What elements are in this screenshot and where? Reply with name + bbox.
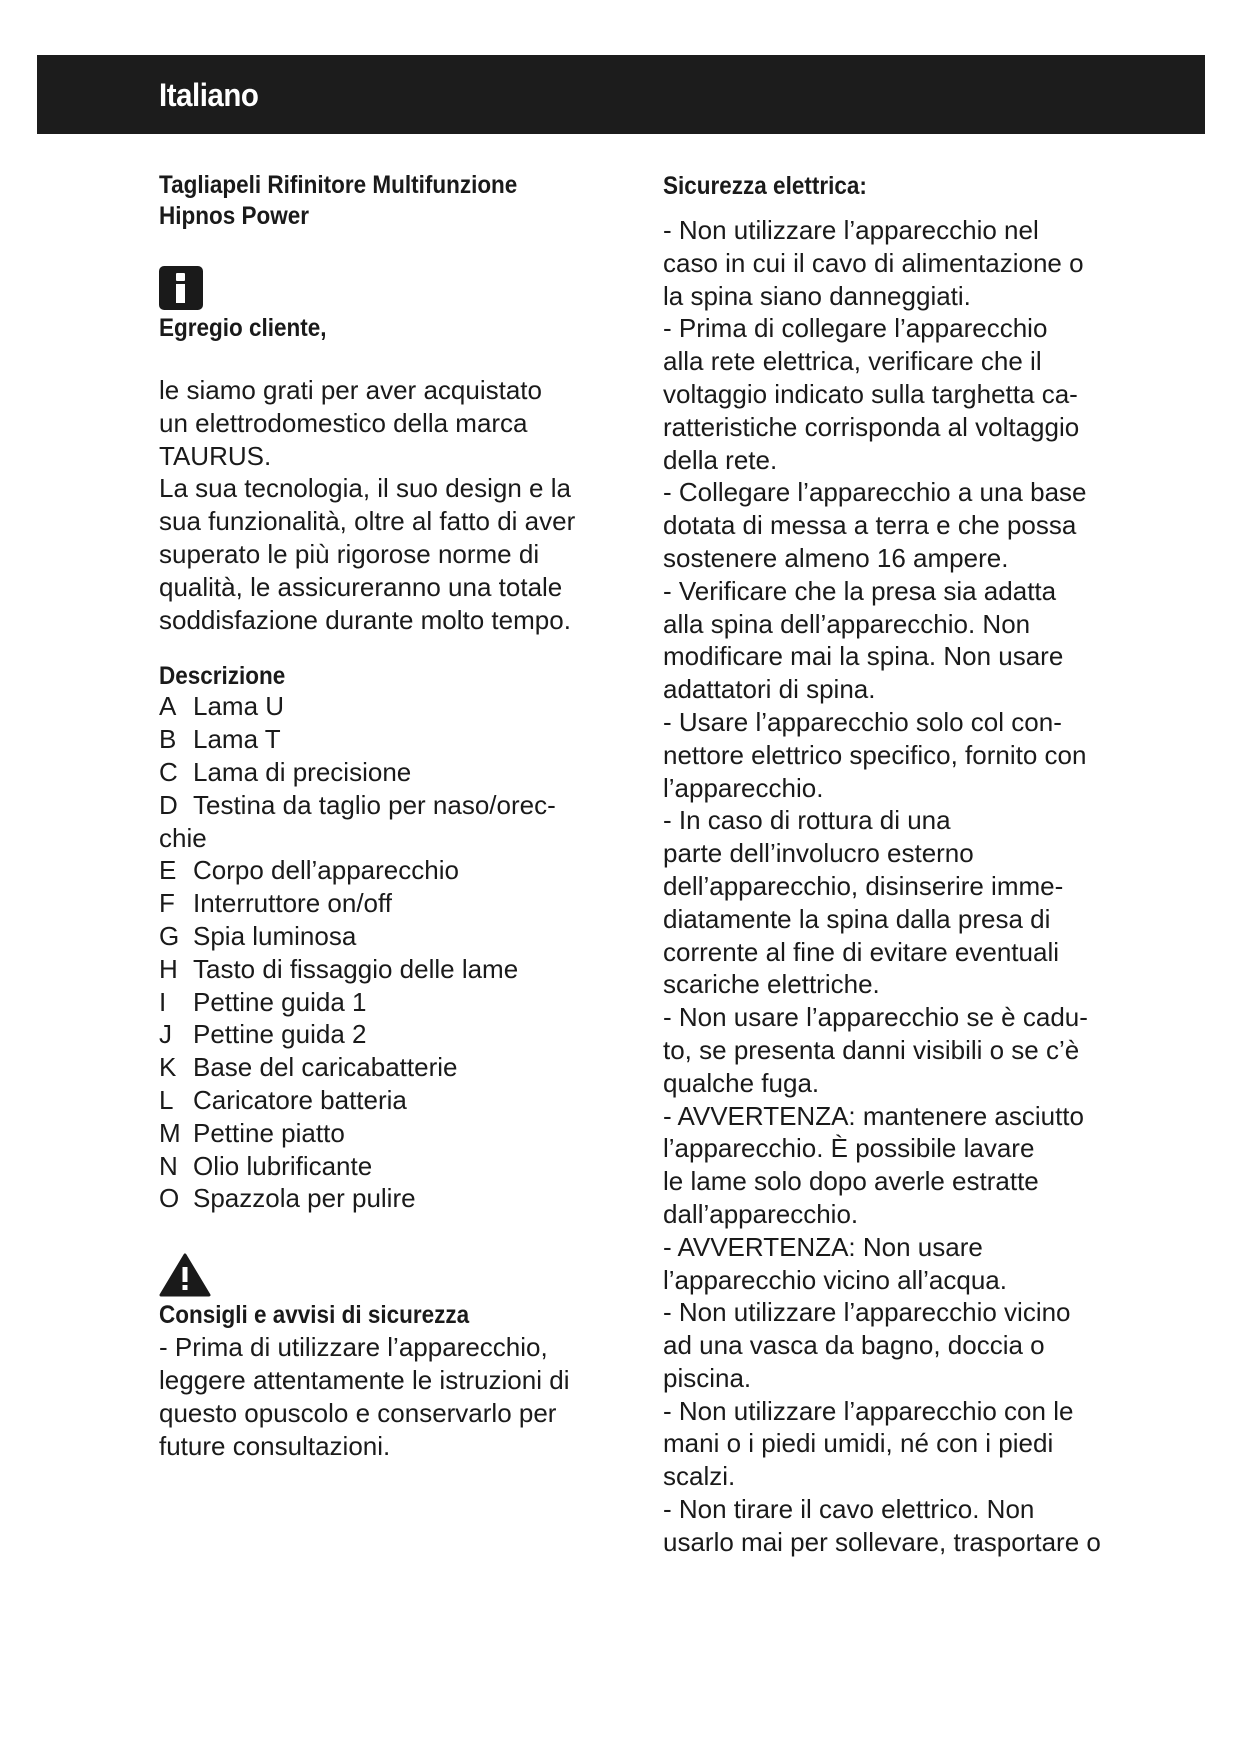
list-item (159, 1117, 619, 1150)
electrical-safety-line: sostenere almeno 16 ampere. (663, 542, 1009, 573)
part-key: G (159, 920, 180, 951)
part-label: Olio lubrificante (193, 1150, 373, 1181)
part-key: O (159, 1183, 180, 1214)
list-item (159, 723, 619, 756)
intro-line: un elettrodomestico della marca (159, 407, 528, 438)
electrical-safety-line: to, se presenta danni visibili o se c’è (663, 1034, 1080, 1065)
part-key: E (159, 855, 177, 886)
part-label: Base del caricabatterie (193, 1052, 458, 1083)
part-key: D (159, 789, 178, 820)
part-key: I (159, 986, 167, 1017)
list-item (159, 887, 619, 920)
list-item (159, 1018, 619, 1051)
part-key: J (159, 1019, 172, 1050)
electrical-safety-line: l’apparecchio. (663, 772, 824, 803)
list-item (159, 1051, 619, 1084)
list-item (159, 854, 619, 887)
part-label: Spia luminosa (193, 920, 357, 951)
list-item (159, 789, 619, 822)
part-label: Lama di precisione (193, 756, 412, 787)
electrical-safety-line: - Collegare l’apparecchio a una base (663, 477, 1087, 508)
electrical-safety-line: - In caso di rottura di una (663, 805, 951, 836)
intro-paragraph (159, 374, 619, 636)
list-item (159, 953, 619, 986)
electrical-safety-line: - Usare l’apparecchio solo col con- (663, 706, 1062, 737)
list-item (159, 986, 619, 1019)
electrical-safety-line: voltaggio indicato sulla targhetta ca- (663, 378, 1078, 409)
electrical-safety-line: le lame solo dopo averle estratte (663, 1166, 1039, 1197)
part-label: chie (159, 822, 207, 853)
electrical-safety-line: nettore elettrico specifico, fornito con (663, 739, 1087, 770)
safety-line: questo opuscolo e conservarlo per (159, 1397, 557, 1428)
right-column (663, 170, 1133, 1559)
part-label: Pettine guida 1 (193, 986, 367, 1017)
part-key: C (159, 756, 178, 787)
electrical-safety-line: alla rete elettrica, verificare che il (663, 346, 1042, 377)
safety-line: leggere attentamente le istruzioni di (159, 1364, 570, 1395)
electrical-safety-line: adattatori di spina. (663, 674, 876, 705)
electrical-safety-line: - Non utilizzare l’apparecchio vicino (663, 1297, 1071, 1328)
electrical-safety-text (663, 214, 1133, 1559)
electrical-safety-line: - Non tirare il cavo elettrico. Non (663, 1494, 1035, 1525)
electrical-safety-line: caso in cui il cavo di alimentazione o (663, 247, 1084, 278)
electrical-safety-line: - AVVERTENZA: mantenere asciutto (663, 1100, 1084, 1131)
list-item (159, 822, 619, 855)
left-column (159, 170, 619, 1462)
electrical-safety-line: scariche elettriche. (663, 969, 880, 1000)
part-label: Corpo dell’apparecchio (193, 855, 459, 886)
electrical-safety-line: - AVVERTENZA: Non usare (663, 1231, 983, 1262)
electrical-safety-line: modificare mai la spina. Non usare (663, 641, 1064, 672)
part-label: Spazzola per pulire (193, 1183, 416, 1214)
part-label: Caricatore batteria (193, 1084, 407, 1115)
part-key: B (159, 724, 177, 755)
safety-heading: Consigli e avvisi di sicurezza (159, 1301, 470, 1330)
electrical-safety-line: dall’apparecchio. (663, 1198, 859, 1229)
intro-line: soddisfazione durante molto tempo. (159, 604, 571, 635)
electrical-safety-line: scalzi. (663, 1461, 736, 1492)
electrical-safety-line: della rete. (663, 444, 778, 475)
part-key: F (159, 888, 175, 919)
intro-line: superato le più rigorose norme di (159, 538, 540, 569)
list-item (159, 1150, 619, 1183)
part-label: Interruttore on/off (193, 888, 392, 919)
part-key: M (159, 1117, 181, 1148)
list-item (159, 1182, 619, 1215)
electrical-safety-line: parte dell’involucro esterno (663, 838, 974, 869)
safety-line: future consultazioni. (159, 1430, 391, 1461)
electrical-safety-line: usarlo mai per sollevare, trasportare o (663, 1526, 1101, 1557)
electrical-safety-line: - Non utilizzare l’apparecchio nel (663, 215, 1039, 245)
part-key: A (159, 691, 177, 722)
electrical-safety-line: alla spina dell’apparecchio. Non (663, 608, 1031, 639)
intro-line: TAURUS. (159, 440, 272, 471)
part-label: Tasto di fissaggio delle lame (193, 953, 519, 984)
electrical-safety-line: ad una vasca da bagno, doccia o (663, 1330, 1045, 1361)
greeting-heading: Egregio cliente, (159, 314, 327, 342)
part-label: Testina da taglio per naso/orec- (193, 789, 556, 820)
electrical-safety-line: ratteristiche corrisponda al voltaggio (663, 411, 1080, 442)
electrical-safety-line: - Verificare che la presa sia adatta (663, 575, 1057, 606)
part-label: Lama U (193, 691, 285, 722)
list-item (159, 690, 619, 723)
warning-icon (159, 1253, 211, 1297)
part-key: L (159, 1084, 174, 1115)
electrical-safety-line: corrente al fine di evitare eventuali (663, 936, 1060, 967)
electrical-safety-line: mani o i piedi umidi, né con i piedi (663, 1428, 1054, 1459)
list-item (159, 920, 619, 953)
intro-line: La sua tecnologia, il suo design e la (159, 473, 571, 504)
electrical-safety-line: l’apparecchio vicino all’acqua. (663, 1264, 1007, 1295)
intro-line: le siamo grati per aver acquistato (159, 375, 542, 405)
electrical-safety-line: - Non utilizzare l’apparecchio con le (663, 1395, 1074, 1426)
part-key: N (159, 1150, 178, 1181)
info-icon (159, 266, 203, 310)
part-key: K (159, 1052, 177, 1083)
list-item (159, 756, 619, 789)
electrical-safety-line: diatamente la spina dalla presa di (663, 903, 1051, 934)
product-title: Tagliapeli Rifinitore Multifunzione Hipnos Power (159, 171, 518, 230)
part-label: Lama T (193, 724, 281, 755)
electrical-safety-heading: Sicurezza elettrica: (663, 172, 867, 200)
safety-paragraph (159, 1331, 619, 1462)
part-key: H (159, 953, 178, 984)
safety-line: - Prima di utilizzare l’apparecchio, (159, 1332, 548, 1363)
part-label: Pettine guida 2 (193, 1019, 367, 1050)
part-label: Pettine piatto (193, 1117, 345, 1148)
intro-line: sua funzionalità, oltre al fatto di aver (159, 506, 576, 537)
electrical-safety-line: l’apparecchio. È possibile lavare (663, 1133, 1035, 1164)
description-heading: Descrizione (159, 662, 286, 691)
intro-line: qualità, le assicureranno una totale (159, 571, 563, 602)
page-language-title: Italiano (159, 77, 259, 113)
electrical-safety-line: dell’apparecchio, disinserire imme- (663, 870, 1064, 901)
header-bar (37, 55, 1205, 134)
electrical-safety-line: - Prima di collegare l’apparecchio (663, 313, 1048, 344)
electrical-safety-line: dotata di messa a terra e che possa (663, 510, 1077, 541)
electrical-safety-line: la spina siano danneggiati. (663, 280, 971, 311)
parts-list (159, 690, 619, 1215)
electrical-safety-line: piscina. (663, 1362, 752, 1393)
electrical-safety-line: qualche fuga. (663, 1067, 820, 1098)
list-item (159, 1084, 619, 1117)
electrical-safety-line: - Non usare l’apparecchio se è cadu- (663, 1002, 1088, 1033)
